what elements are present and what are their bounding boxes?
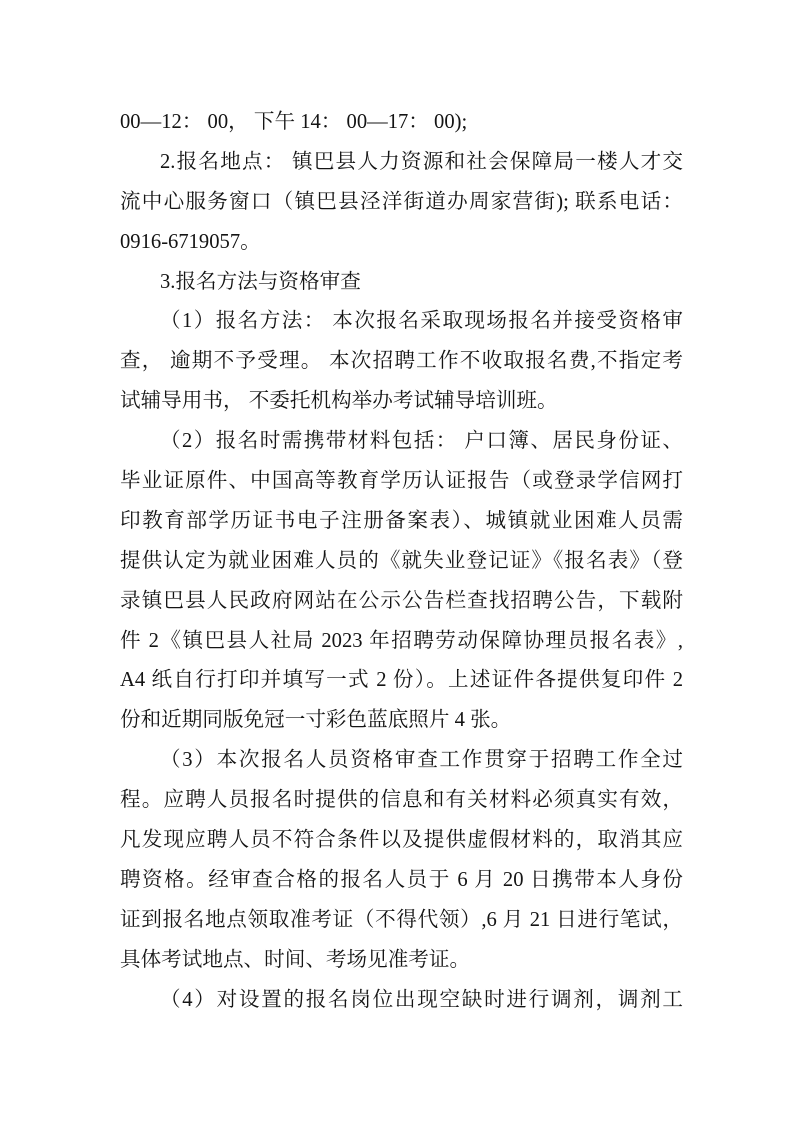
document-line: 印教育部学历证书电子注册备案表）、城镇就业困难人员需	[120, 509, 683, 532]
document-line: 份和近期同版免冠一寸彩色蓝底照片 4 张。	[120, 709, 512, 732]
document-line: 2.报名地点： 镇巴县人力资源和社会保障局一楼人才交	[160, 150, 683, 173]
document-line: 件 2《镇巴县人社局 2023 年招聘劳动保障协理员报名表》,	[120, 629, 683, 652]
document-line: 3.报名方法与资格审查	[160, 270, 361, 293]
document-body	[120, 103, 683, 1020]
document-line: 毕业证原件、中国高等教育学历认证报告（或登录学信网打	[120, 470, 683, 493]
document-line: 证到报名地点领取准考证（不得代领）,6 月 21 日进行笔试，	[120, 908, 683, 931]
document-line: 聘资格。经审查合格的报名人员于 6 月 20 日携带本人身份	[120, 868, 683, 891]
document-line: （1）报名方法： 本次报名采取现场报名并接受资格审	[160, 310, 683, 333]
document-line: 00—12： 00， 下午 14： 00—17： 00);	[120, 111, 468, 133]
document-line: 录镇巴县人民政府网站在公示公告栏查找招聘公告，下载附	[120, 589, 683, 612]
document-line: （3）本次报名人员资格审查工作贯穿于招聘工作全过	[160, 749, 683, 772]
document-line: 查， 逾期不予受理。 本次招聘工作不收取报名费,不指定考	[120, 350, 683, 373]
document-line: 提供认定为就业困难人员的《就失业登记证》《报名表》（登	[120, 549, 683, 572]
document-line: 流中心服务窗口（镇巴县泾洋街道办周家营街); 联系电话：	[120, 190, 683, 213]
document-line: A4 纸自行打印并填写一式 2 份）。上述证件各提供复印件 2	[120, 669, 683, 692]
document-line: 具体考试地点、时间、考场见准考证。	[120, 948, 471, 971]
document-line: 凡发现应聘人员不符合条件以及提供虚假材料的，取消其应	[120, 829, 683, 852]
document-line: 0916-6719057。	[120, 230, 261, 253]
document-line: （4）对设置的报名岗位出现空缺时进行调剂，调剂工	[160, 988, 683, 1011]
document-line: （2）报名时需携带材料包括： 户口簿、居民身份证、	[160, 430, 683, 453]
document-line: 程。应聘人员报名时提供的信息和有关材料必须真实有效，	[120, 789, 683, 812]
document-line: 试辅导用书， 不委托机构举办考试辅导培训班。	[120, 390, 558, 413]
